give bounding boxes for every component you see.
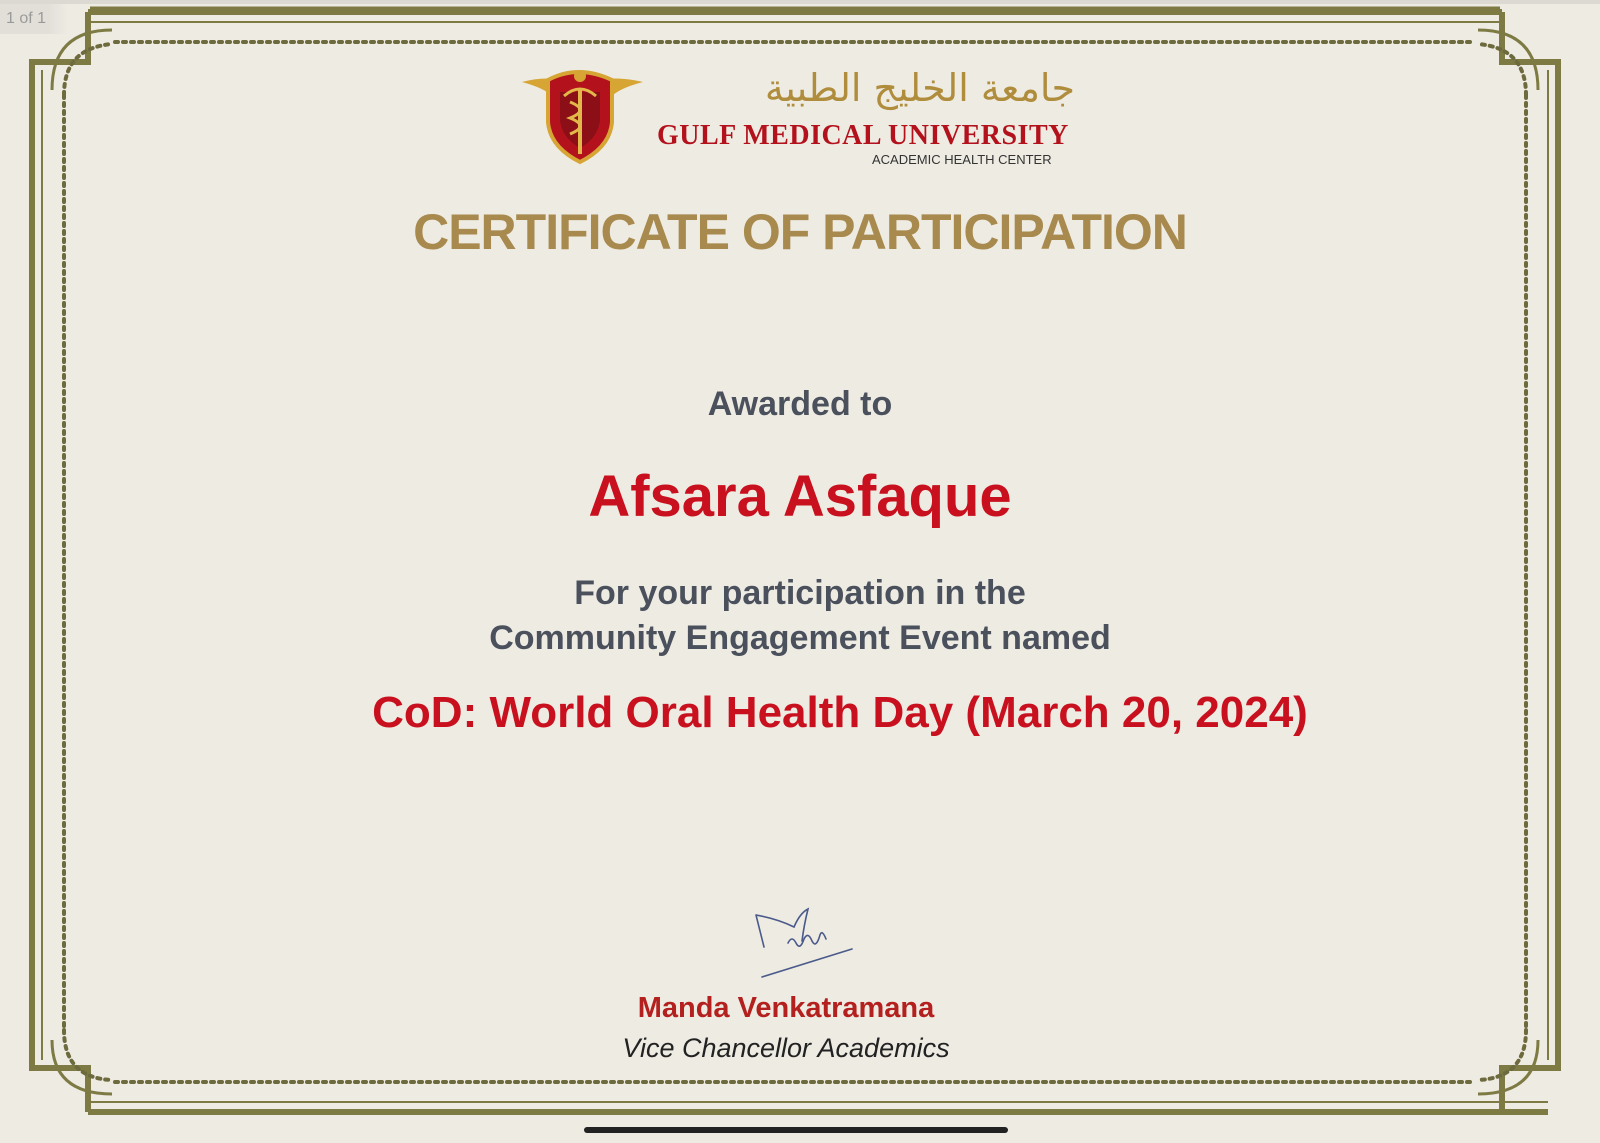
recipient-name: Afsara Asfaque: [588, 464, 1012, 529]
university-arabic-name: جامعة الخليج الطبية: [764, 66, 1075, 110]
description-line-2: Community Engagement Event named: [489, 619, 1111, 657]
event-name: CoD: World Oral Health Day (March 20, 2024): [372, 688, 1308, 737]
page-indicator: 1 of 1: [0, 4, 68, 34]
medical-shield-crest-icon: [520, 62, 645, 167]
viewer-scroll-indicator[interactable]: [584, 1127, 1008, 1133]
university-english-name: GULF MEDICAL UNIVERSITY: [657, 120, 1069, 151]
certificate-title: CERTIFICATE OF PARTICIPATION: [413, 204, 1187, 260]
signatory-title: Vice Chancellor Academics: [622, 1033, 950, 1063]
awarded-label: Awarded to: [707, 385, 893, 423]
signature-image: [748, 905, 878, 985]
university-logo: [520, 62, 1080, 172]
description-line-1: For your participation in the: [574, 574, 1026, 612]
university-subtitle: ACADEMIC HEALTH CENTER: [872, 152, 1052, 167]
signatory-name: Manda Venkatramana: [637, 992, 935, 1024]
